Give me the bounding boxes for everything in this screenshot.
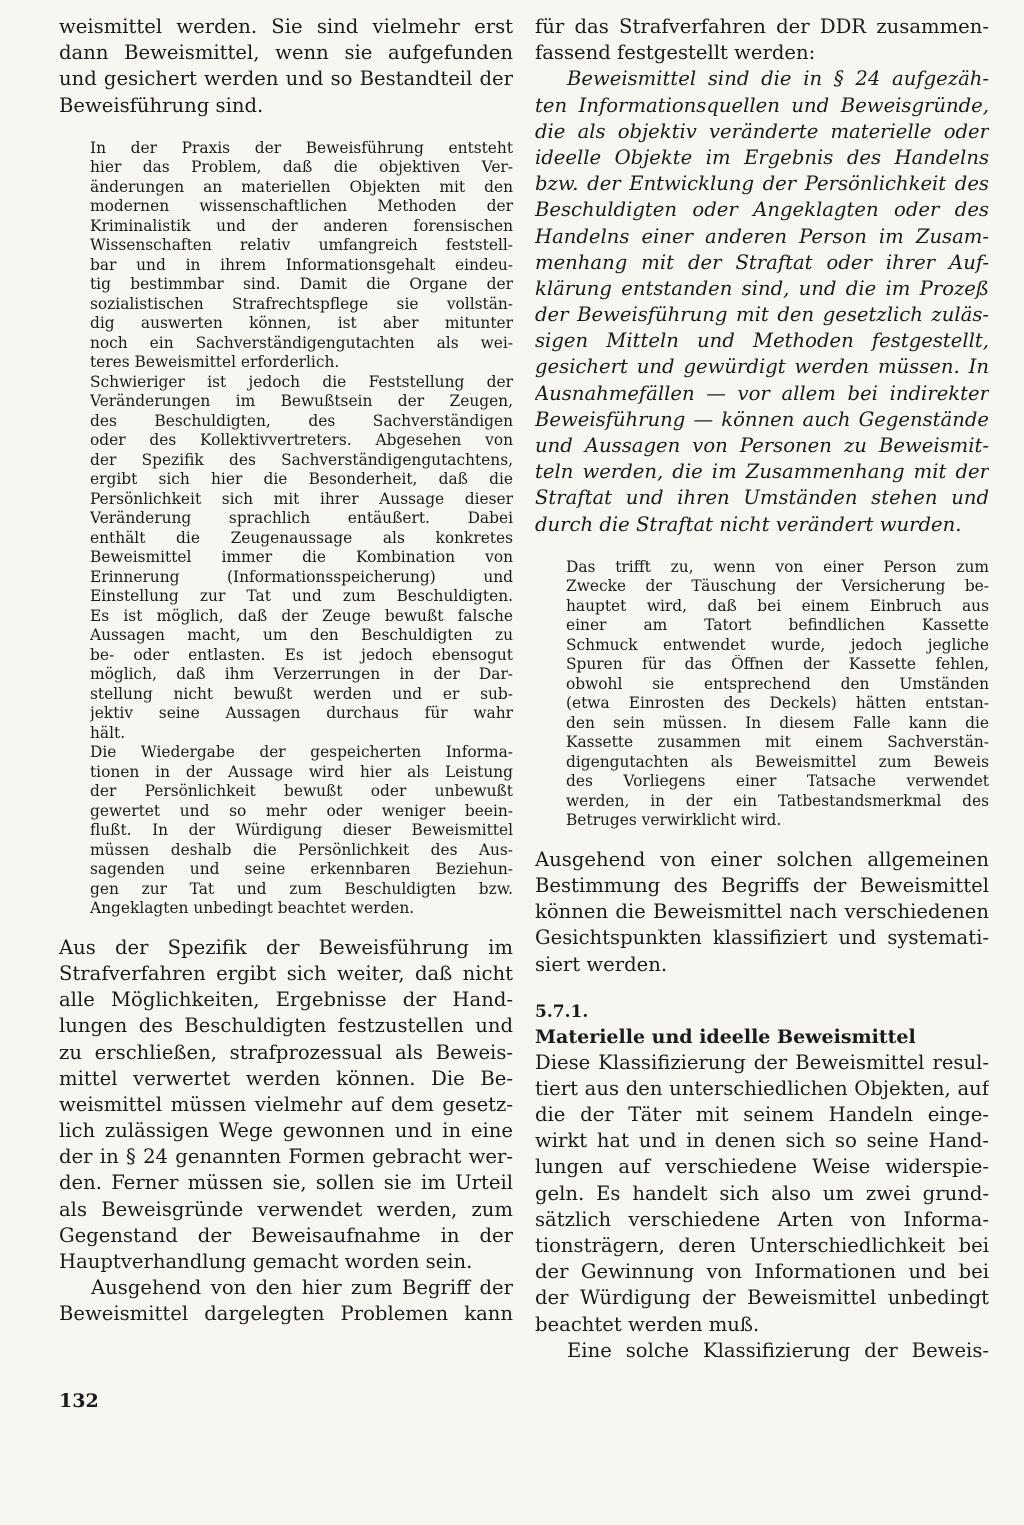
- text-line: klärung entstanden sind, und die im Prozeß: [535, 276, 989, 300]
- text-line: enthält die Zeugenaussage als konkretes: [90, 528, 513, 547]
- text-line: hält.: [90, 723, 126, 742]
- text-line: Veränderungen im Bewußtsein der Zeugen,: [90, 392, 513, 411]
- left-small-paragraph-3: [90, 743, 513, 919]
- text-line: Wissenschaften relativ umfangreich feststell-: [90, 236, 513, 255]
- text-line: Kriminalistik und der anderen forensischen: [90, 216, 513, 235]
- text-line: ideelle Objekte im Ergebnis des Handelns: [535, 145, 989, 169]
- text-line: sigen Mitteln und Methoden festgestellt,: [535, 329, 989, 353]
- text-line: siert werden.: [535, 952, 668, 976]
- text-line: tionsträgern, deren Unterschiedlichkeit bei: [535, 1234, 989, 1257]
- text-line: können die Beweismittel nach verschiedenen: [535, 900, 989, 924]
- text-line: Veränderung sprachlich entäußert. Dabei: [90, 509, 513, 528]
- text-line: Beweisführung — können auch Gegenstände: [535, 407, 989, 431]
- text-line: des Beschuldigten, des Sachverständigen: [90, 411, 513, 430]
- text-line: teln werden, die im Zusammenhang mit der: [535, 460, 989, 484]
- text-line: be- oder entlasten. Es ist jedoch ebensogut: [90, 645, 513, 664]
- text-line: Beweisführung sind.: [59, 93, 264, 117]
- text-line: Zwecke der Täuschung der Versicherung be-: [566, 577, 989, 596]
- text-line: flußt. In der Würdigung dieser Beweismittel: [90, 821, 513, 840]
- left-small-paragraph-2: [90, 373, 513, 744]
- left-paragraph-middle: [59, 935, 513, 1275]
- right-small-paragraph-1: [566, 558, 989, 831]
- text-line: ergibt sich hier die Besonderheit, daß die: [90, 470, 513, 489]
- text-line: Schmuck entwendet wurde, jedoch jegliche: [566, 635, 989, 654]
- text-line: beachtet werden muß.: [535, 1312, 760, 1336]
- text-line: Ausgehend von einer solchen allgemeinen: [535, 847, 989, 871]
- text-line: des Vorliegens einer Tatsache verwendet: [566, 772, 989, 791]
- section-number: 5.7.1.: [535, 1001, 589, 1022]
- text-line: hier das Problem, daß die objektiven Ver-: [90, 158, 513, 177]
- text-line: Es ist möglich, daß der Zeuge bewußt falsche: [90, 606, 513, 625]
- text-line: werden, in der ein Tatbestandsmerkmal des: [566, 791, 989, 810]
- text-line: mittel verwertet werden können. Die Be-: [59, 1066, 513, 1090]
- text-line: für das Strafverfahren der DDR zusammen-: [535, 15, 989, 38]
- text-line: bzw. der Entwicklung der Persönlichkeit des: [535, 172, 989, 196]
- text-line: der Beweisführung mit den gesetzlich zuläs-: [535, 303, 989, 327]
- text-line: oder des Kollektivvertreters. Abgesehen von: [90, 431, 513, 450]
- text-line: Persönlichkeit sich mit ihrer Aussage dieser: [90, 489, 513, 508]
- text-line: Beweismittel sind die in § 24 aufgezäh-: [567, 67, 989, 91]
- right-paragraph-top: [535, 14, 989, 66]
- text-line: In der Praxis der Beweisführung entsteht: [90, 138, 513, 157]
- left-paragraph-top: [59, 14, 513, 119]
- text-line: hauptet wird, daß bei einem Einbruch aus: [566, 596, 989, 615]
- text-line: menhang mit der Straftat oder ihrer Auf-: [535, 250, 989, 274]
- text-line: Ausgehend von den hier zum Begriff der: [91, 1276, 513, 1300]
- text-line: Gesichtspunkten klassifiziert und systemati-: [535, 926, 989, 950]
- text-line: fassend festgestellt werden:: [535, 41, 816, 65]
- text-line: der Würdigung der Beweismittel unbedingt: [535, 1286, 989, 1310]
- text-line: Kassette zusammen mit einem Sachverstän-: [566, 733, 989, 752]
- text-line: der in § 24 genannten Formen gebracht wer-: [59, 1145, 513, 1169]
- definition-italic: [535, 66, 989, 537]
- text-line: Erinnerung (Informationsspeicherung) und: [90, 567, 513, 586]
- text-line: Das trifft zu, wenn von einer Person zum: [566, 557, 989, 576]
- text-line: Straftat und ihren Umständen stehen und: [535, 486, 989, 510]
- text-line: lungen des Beschuldigten festzustellen und: [59, 1014, 513, 1038]
- text-line: Betruges verwirklicht wird.: [566, 811, 782, 830]
- text-line: Aussagen macht, um den Beschuldigten zu: [90, 626, 513, 645]
- text-line: die als objektiv veränderte materielle oder: [535, 119, 989, 143]
- text-line: Die Wiedergabe der gespeicherten Informa-: [90, 743, 513, 762]
- text-line: Diese Klassifizierung der Beweismittel resul-: [535, 1050, 989, 1074]
- left-small-paragraph-1: [90, 139, 513, 373]
- text-line: Beweismittel dargelegten Problemen kann: [59, 1302, 513, 1326]
- right-paragraph-end: [535, 1338, 989, 1364]
- text-line: Einstellung zur Tat und zum Beschuldigten.: [90, 587, 513, 606]
- text-line: der Persönlichkeit bewußt oder unbewußt: [90, 782, 513, 801]
- text-line: der Spezifik des Sachverständigengutachtens,: [90, 450, 513, 469]
- text-line: und Aussagen von Personen zu Beweismit-: [535, 434, 989, 457]
- text-line: geln. Es handelt sich also um zwei grund-: [535, 1181, 989, 1205]
- text-line: weismittel müssen vielmehr auf dem gesetz-: [59, 1092, 513, 1116]
- text-line: gesichert und gewürdigt werden müssen. In: [535, 355, 989, 379]
- left-column: [59, 14, 513, 1328]
- text-line: Aus der Spezifik der Beweisführung im: [59, 935, 513, 959]
- text-line: jektiv seine Aussagen durchaus für wahr: [90, 704, 513, 723]
- text-line: teres Beweismittel erforderlich.: [90, 353, 340, 372]
- right-small-print: [535, 558, 989, 831]
- text-line: änderungen an materiellen Objekten mit den: [90, 177, 513, 196]
- text-line: Handelns einer anderen Person im Zusam-: [535, 224, 989, 248]
- text-line: Eine solche Klassifizierung der Beweis-: [567, 1338, 989, 1362]
- text-line: Beschuldigten oder Angeklagten oder des: [535, 198, 989, 222]
- text-line: Ausnahmefällen — vor allem bei indirekter: [535, 381, 989, 405]
- text-line: noch ein Sachverständigengutachten als wei-: [90, 333, 513, 352]
- text-line: Gegenstand der Beweisaufnahme in der: [59, 1223, 513, 1247]
- text-line: obwohl sie entsprechend den Umständen: [566, 674, 989, 693]
- text-line: dann Beweismittel, wenn sie aufgefunden: [59, 41, 513, 65]
- text-line: ten Informationsquellen und Beweisgründe,: [535, 93, 989, 117]
- text-line: gewertet und so mehr oder weniger beein-: [90, 801, 513, 820]
- text-line: lungen auf verschiedene Weise widerspie-: [535, 1155, 989, 1179]
- text-line: Bestimmung des Begriffs der Beweismittel: [535, 873, 989, 897]
- page-number: 132: [59, 1390, 99, 1412]
- text-line: den. Ferner müssen sie, sollen sie im Urteil: [59, 1171, 513, 1195]
- left-paragraph-end: [59, 1275, 513, 1327]
- text-line: Beweismittel immer die Kombination von: [90, 548, 513, 567]
- text-line: (etwa Einrosten des Deckels) hätten entstan-: [566, 694, 989, 713]
- right-column: [535, 14, 989, 1364]
- text-line: bar und in ihrem Informationsgehalt eindeu-: [90, 255, 513, 274]
- right-paragraph-middle: [535, 847, 989, 978]
- text-line: Schwieriger ist jedoch die Feststellung der: [90, 372, 513, 391]
- text-line: sagenden und seine erkennbaren Beziehun-: [90, 860, 513, 879]
- text-line: den sein müssen. In diesem Falle kann die: [566, 713, 989, 732]
- text-line: durch die Straftat nicht verändert wurden.: [535, 512, 962, 536]
- text-line: die der Täter mit seinem Handeln einge-: [535, 1103, 989, 1127]
- right-paragraph-section: [535, 1050, 989, 1338]
- text-line: Hauptverhandlung gemacht worden sein.: [59, 1250, 473, 1273]
- text-line: Spuren für das Öffnen der Kassette fehlen,: [566, 655, 989, 674]
- text-line: wirkt hat und in denen sich so seine Hand-: [535, 1129, 989, 1153]
- text-line: lich zulässigen Wege gewonnen und in eine: [59, 1119, 513, 1143]
- text-line: stellung nicht bewußt werden und er sub-: [90, 684, 513, 703]
- text-line: alle Möglichkeiten, Ergebnisse der Hand-: [59, 988, 513, 1012]
- text-line: weismittel werden. Sie sind vielmehr erst: [59, 15, 513, 38]
- text-line: der Gewinnung von Informationen und bei: [535, 1260, 989, 1284]
- text-line: und gesichert werden und so Bestandteil der: [59, 67, 513, 91]
- text-line: als Beweisgründe verwendet werden, zum: [59, 1197, 513, 1221]
- text-line: möglich, daß ihm Verzerrungen in der Dar-: [90, 665, 513, 684]
- text-line: tiert aus den unterschiedlichen Objekten, auf: [535, 1076, 989, 1100]
- text-line: dig auswerten können, ist aber mitunter: [90, 314, 513, 333]
- text-line: modernen wissenschaftlichen Methoden der: [90, 197, 513, 216]
- text-line: digengutachten als Beweismittel zum Beweis: [566, 752, 989, 771]
- text-line: sozialistischen Strafrechtspflege sie vollstän-: [90, 294, 513, 313]
- text-line: müssen deshalb die Persönlichkeit des Aus-: [90, 840, 513, 859]
- text-line: sätzlich verschiedene Arten von Informa-: [535, 1207, 989, 1231]
- text-line: tig bestimmbar sind. Damit die Organe der: [90, 275, 513, 294]
- text-line: Angeklagten unbedingt beachtet werden.: [90, 899, 415, 918]
- section-title: Materielle und ideelle Beweismittel: [535, 1025, 916, 1048]
- text-line: Strafverfahren ergibt sich weiter, daß nicht: [59, 961, 513, 985]
- text-line: einer am Tatort befindlichen Kassette: [566, 616, 989, 635]
- text-line: zu erschließen, strafprozessual als Beweis-: [59, 1040, 513, 1064]
- text-line: gen zur Tat und zum Beschuldigten bzw.: [90, 879, 513, 898]
- left-small-print: [59, 139, 513, 919]
- text-line: tionen in der Aussage wird hier als Leistung: [90, 762, 513, 781]
